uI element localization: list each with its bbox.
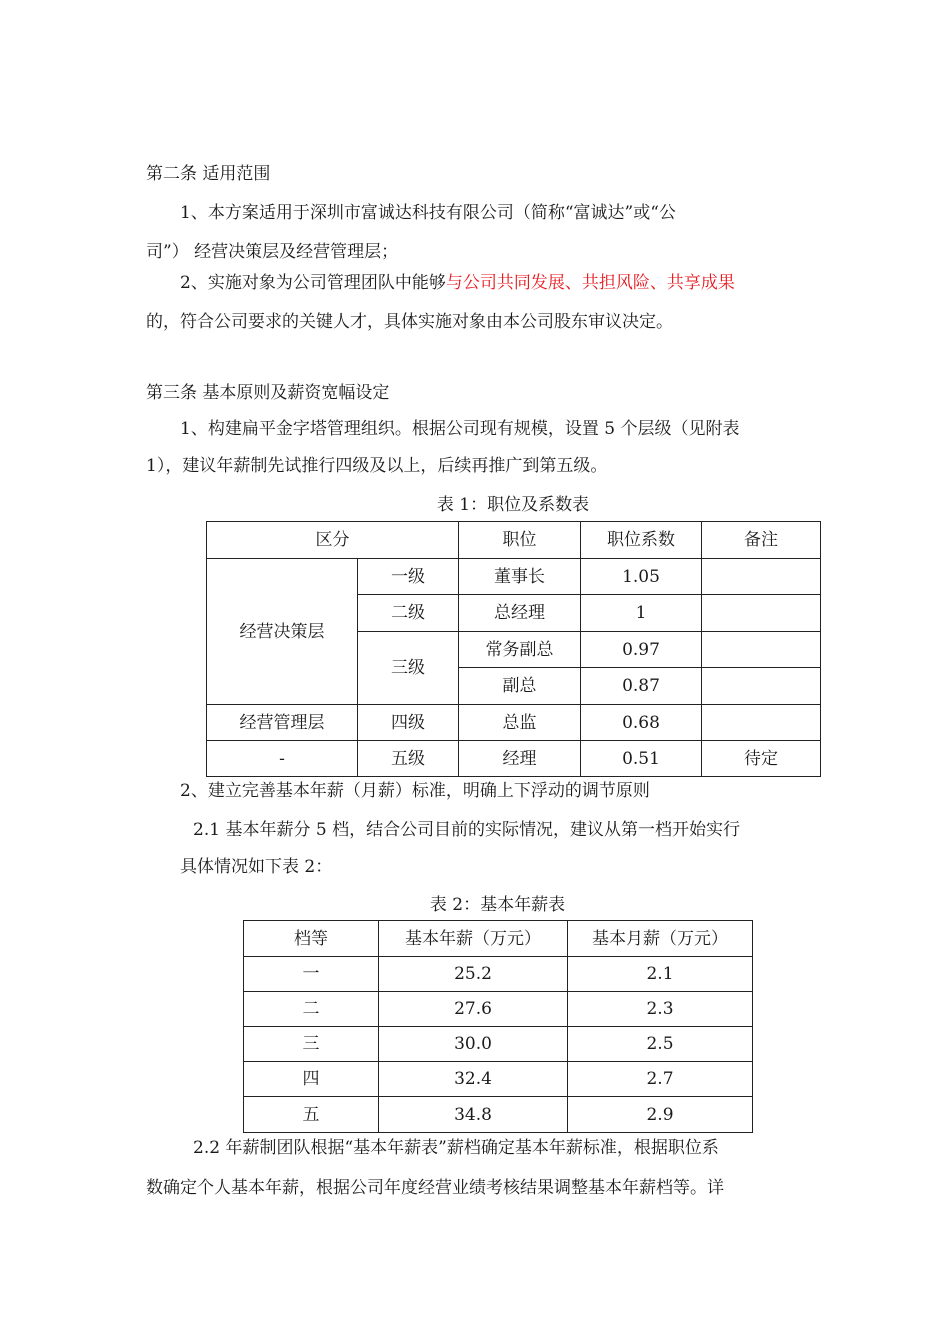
header-annual: 基本年薪（万元）	[379, 921, 568, 957]
cell-annual: 34.8	[379, 1097, 568, 1133]
header-division: 区分	[207, 522, 459, 559]
table2-caption: 表 2：基本年薪表	[429, 895, 566, 915]
table-row	[244, 1097, 753, 1133]
cell-position: 副总	[459, 668, 581, 705]
cell-level: 四级	[358, 705, 459, 741]
section3-p1-line1: 1、构建扁平金字塔管理组织。根据公司现有规模，设置 5 个层级（见附表	[180, 419, 740, 439]
table-header-row	[244, 921, 753, 957]
cell-monthly: 2.1	[568, 957, 753, 992]
section3-p22-line2: 数确定个人基本年薪，根据公司年度经营业绩考核结果调整基本年薪档等。详	[146, 1178, 724, 1198]
table-header-row	[207, 522, 821, 559]
cell-coef: 0.97	[581, 632, 702, 668]
group-decision-layer: 经营决策层	[207, 559, 358, 705]
table1-caption: 表 1：职位及系数表	[436, 495, 590, 515]
section3-p22-line1: 2.2 年薪制团队根据“基本年薪表”薪档确定基本年薪标准，根据职位系	[193, 1138, 719, 1158]
cell-coef: 0.51	[581, 741, 702, 777]
section2-p1-line1: 1、本方案适用于深圳市富诚达科技有限公司（简称“富诚达”或“公	[180, 203, 676, 223]
cell-level: 五级	[358, 741, 459, 777]
group-other: -	[207, 741, 358, 777]
table-row	[244, 992, 753, 1027]
cell-grade: 五	[244, 1097, 379, 1133]
cell-note	[702, 668, 821, 705]
table-row	[244, 1062, 753, 1097]
cell-coef: 0.68	[581, 705, 702, 741]
section2-p2-line1	[180, 272, 735, 294]
cell-monthly: 2.5	[568, 1027, 753, 1062]
group-management-layer: 经营管理层	[207, 705, 358, 741]
cell-monthly: 2.9	[568, 1097, 753, 1133]
section3-p2: 2、建立完善基本年薪（月薪）标准，明确上下浮动的调节原则	[180, 781, 650, 801]
header-coef: 职位系数	[581, 522, 702, 559]
table-row	[207, 705, 821, 741]
header-position: 职位	[459, 522, 581, 559]
table-row	[207, 741, 821, 777]
cell-coef: 0.87	[581, 668, 702, 705]
table-row	[207, 559, 821, 595]
cell-position: 董事长	[459, 559, 581, 595]
cell-grade: 三	[244, 1027, 379, 1062]
table-row	[244, 1027, 753, 1062]
section3-p21-line1: 2.1 基本年薪分 5 档，结合公司目前的实际情况，建议从第一档开始实行	[193, 820, 741, 840]
cell-note: 待定	[702, 741, 821, 777]
cell-note	[702, 705, 821, 741]
header-monthly: 基本月薪（万元）	[568, 921, 753, 957]
section2-p2-line2: 的，符合公司要求的关键人才，具体实施对象由本公司股东审议决定。	[146, 312, 673, 332]
basic-salary-table	[243, 920, 753, 1133]
cell-grade: 四	[244, 1062, 379, 1097]
cell-position: 总监	[459, 705, 581, 741]
cell-position: 总经理	[459, 595, 581, 632]
header-note: 备注	[702, 522, 821, 559]
cell-level: 三级	[358, 632, 459, 705]
cell-note	[702, 632, 821, 668]
cell-monthly: 2.7	[568, 1062, 753, 1097]
cell-grade: 二	[244, 992, 379, 1027]
section3-title: 第三条 基本原则及薪资宽幅设定	[146, 383, 390, 403]
section3-p1-line2: 1），建议年薪制先试推行四级及以上，后续再推广到第五级。	[146, 456, 608, 476]
header-grade: 档等	[244, 921, 379, 957]
section2-p1-line2: 司”） 经营决策层及经营管理层；	[146, 242, 399, 262]
section2-p2-prefix: 2、实施对象为公司管理团队中能够	[180, 273, 446, 293]
section3-p21-line2: 具体情况如下表 2：	[180, 857, 333, 877]
cell-grade: 一	[244, 957, 379, 992]
cell-annual: 30.0	[379, 1027, 568, 1062]
cell-annual: 27.6	[379, 992, 568, 1027]
table-row	[244, 957, 753, 992]
cell-note	[702, 559, 821, 595]
cell-coef: 1.05	[581, 559, 702, 595]
cell-position: 经理	[459, 741, 581, 777]
section2-title: 第二条 适用范围	[146, 164, 271, 184]
cell-coef: 1	[581, 595, 702, 632]
cell-position: 常务副总	[459, 632, 581, 668]
section2-p2-highlight: 与公司共同发展、共担风险、共享成果	[445, 273, 735, 293]
cell-level: 二级	[358, 595, 459, 632]
cell-monthly: 2.3	[568, 992, 753, 1027]
cell-annual: 32.4	[379, 1062, 568, 1097]
position-coefficient-table	[206, 521, 821, 777]
cell-note	[702, 595, 821, 632]
cell-annual: 25.2	[379, 957, 568, 992]
cell-level: 一级	[358, 559, 459, 595]
